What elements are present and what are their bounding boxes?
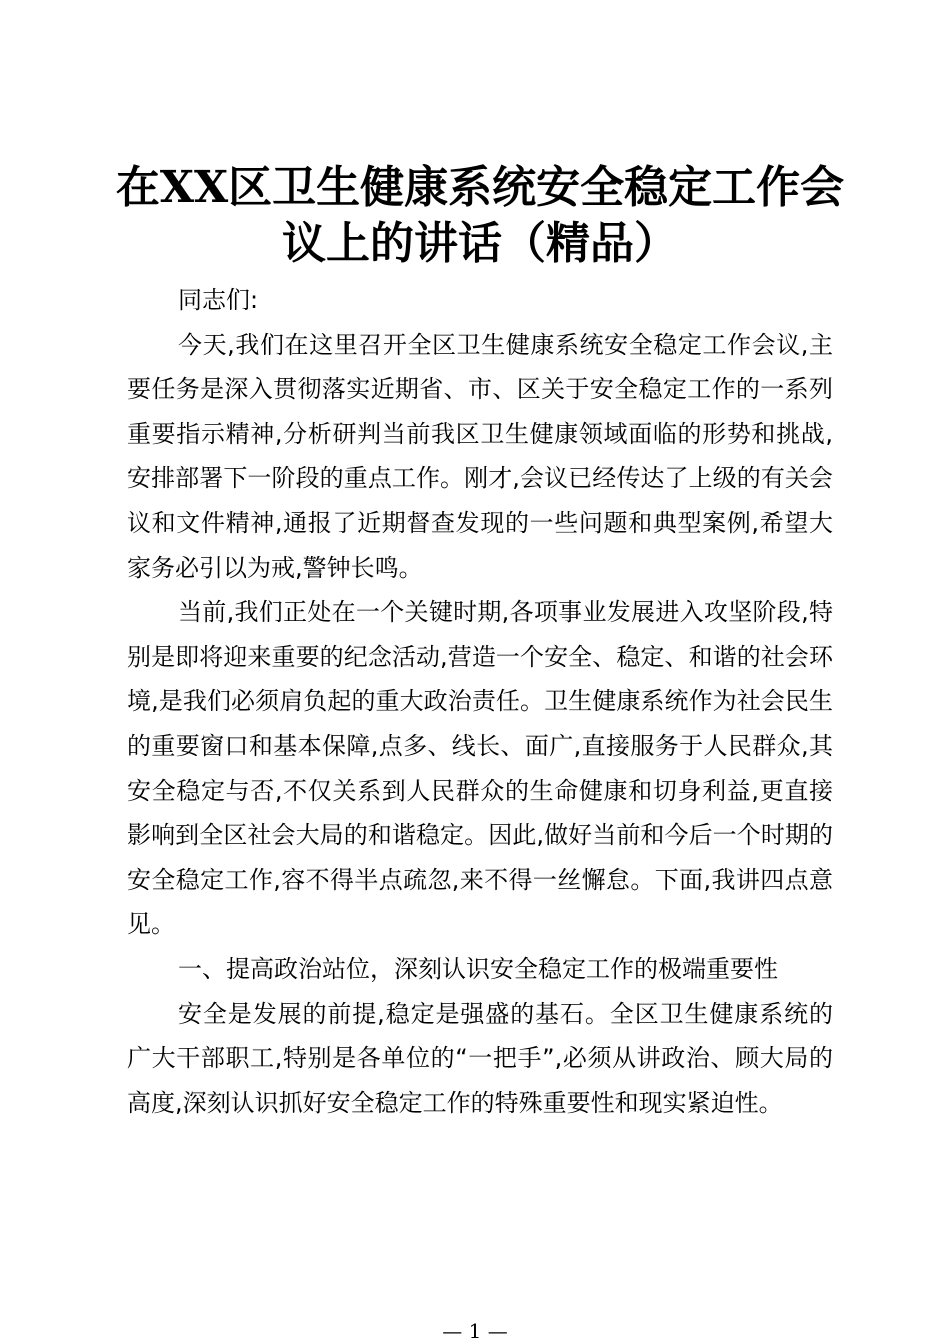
salutation: 同志们: bbox=[178, 286, 259, 314]
paragraph-current-situation: 当前,我们正处在一个关键时期,各项事业发展进入攻坚阶段,特别是即将迎来重要的纪念活动,营造一个安全、稳定、和谐的社会环境,是我们必须肩负起的重大政治责任。卫生健康系统作为社会民生的重要窗口和基本保障,点多、线长、面广,直接服务于人民群众,其安全稳定与否,不仅关系到人民群众的生命健康和切身利益,更直接影响到全区社会大局的和谐稳定。因此,做好当前和今后一个时期的安全稳定工作,容不得半点疏忽,来不得一丝懈怠。下面,我讲四点意见。 bbox=[127, 598, 833, 939]
page-number: — 1 — bbox=[442, 1319, 508, 1343]
paragraph-opening: 今天,我们在这里召开全区卫生健康系统安全稳定工作会议,主要任务是深入贯彻落实近期省、市、区关于安全稳定工作的一系列重要指示精神,分析研判当前我区卫生健康领域面临的形势和挑战,安排部署下一阶段的重点工作。刚才,会议已经传达了上级的有关会议和文件精神,通报了近期督查发现的一些问题和典型案例,希望大家务必引以为戒,警钟长鸣。 bbox=[127, 330, 833, 582]
document-title: 在XX区卫生健康系统安全稳定工作会议上的讲话（精品） bbox=[115, 162, 845, 269]
section-1-paragraph: 安全是发展的前提,稳定是强盛的基石。全区卫生健康系统的广大干部职工,特别是各单位的“一把手”,必须从讲政治、顾大局的高度,深刻认识抓好安全稳定工作的特殊重要性和现实紧迫性。 bbox=[127, 999, 833, 1117]
section-heading-1: 一、提高政治站位，深刻认识安全稳定工作的极端重要性 bbox=[178, 954, 778, 983]
document-body bbox=[127, 278, 833, 1125]
